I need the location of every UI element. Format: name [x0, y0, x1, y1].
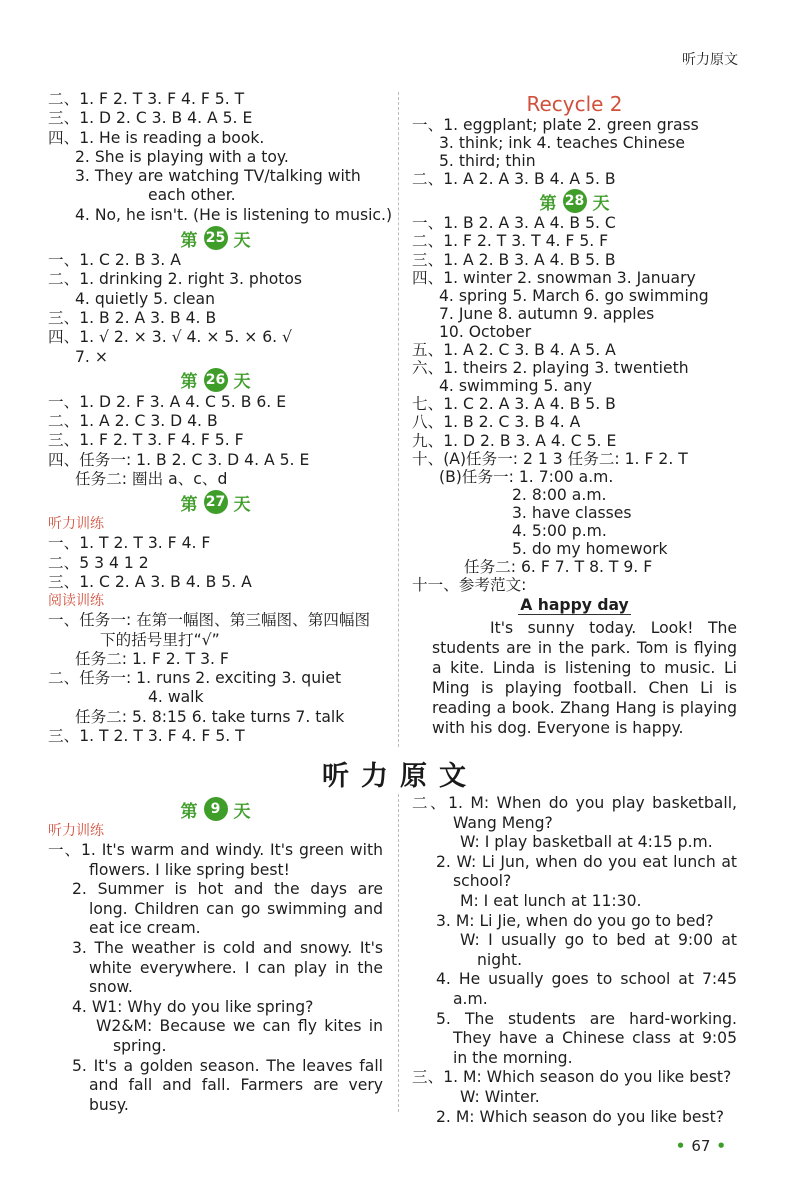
- transcript-left-column: [48, 796, 383, 1115]
- answer-line: 四、任务一: 1. B 2. C 3. D 4. A 5. E: [48, 450, 310, 469]
- section-label: 听力训练: [48, 516, 104, 533]
- transcript-items: [412, 794, 737, 1127]
- transcript-item: M: I eat lunch at 11:30.: [460, 891, 642, 910]
- answer-line: 一、1. B 2. A 3. A 4. B 5. C: [412, 214, 616, 233]
- answer-line: 二、任务一: 1. runs 2. exciting 3. quiet: [48, 669, 342, 688]
- answer-line: 三、1. C 2. A 3. B 4. B 5. A: [48, 572, 252, 591]
- section-label: 听力训练: [48, 823, 104, 839]
- answer-line: 4. swimming 5. any: [439, 377, 592, 396]
- answer-line: 二、1. F 2. T 3. F 4. F 5. T: [48, 90, 245, 108]
- answer-line: 二、1. A 2. C 3. D 4. B: [48, 412, 218, 431]
- answer-line: 下的括号里打“√”: [100, 630, 220, 649]
- answer-line: 八、1. B 2. C 3. B 4. A: [412, 413, 581, 432]
- transcript-item: W: I play basketball at 4:15 p.m.: [460, 833, 713, 852]
- answer-line: 10. October: [439, 322, 532, 341]
- listening-section-title: 听力原文: [322, 761, 478, 792]
- column-divider-bottom: [398, 794, 399, 1112]
- answer-line: 4. 5:00 p.m.: [512, 521, 607, 540]
- day-prefix: 第: [539, 193, 557, 214]
- answer-line: 4. walk: [148, 688, 204, 707]
- answer-line: 5. third; thin: [439, 152, 536, 171]
- section-label: 阅读训练: [48, 593, 104, 610]
- transcript-item: 三、1. M: Which season do you like best?: [412, 1068, 732, 1087]
- day-suffix: 天: [233, 372, 251, 393]
- answer-line: 二、5 3 4 1 2: [48, 553, 149, 572]
- answer-line: 三、1. B 2. A 3. B 4. B: [48, 308, 217, 327]
- answer-line: 2. 8:00 a.m.: [512, 485, 607, 504]
- day-heading: [48, 489, 383, 515]
- transcript-item: W: I usually go to bed at 9:00 at night.: [460, 931, 737, 969]
- answer-line: 二、1. F 2. T 3. T 4. F 5. F: [412, 232, 609, 251]
- answer-line: 4. quietly 5. clean: [75, 289, 215, 308]
- day-heading: [48, 796, 383, 822]
- page-number-text: 67: [691, 1137, 711, 1155]
- answer-line: 二、1. A 2. A 3. B 4. A 5. B: [412, 170, 616, 189]
- day-number-badge: 9: [204, 797, 228, 821]
- answer-line: 九、1. D 2. B 3. A 4. C 5. E: [412, 431, 617, 450]
- answer-line: 4. No, he isn't. (He is listening to music.): [75, 205, 393, 224]
- answer-line: 二、1. drinking 2. right 3. photos: [48, 270, 303, 289]
- answer-line: 三、1. A 2. B 3. A 4. B 5. B: [412, 250, 616, 269]
- transcript-item: 3. M: Li Jie, when do you go to bed?: [436, 911, 714, 930]
- day-suffix: 天: [233, 230, 251, 251]
- answer-line: 5. do my homework: [512, 540, 668, 559]
- transcript-item: 2. W: Li Jun, when do you eat lunch at school?: [436, 852, 737, 891]
- answer-line: 3. have classes: [512, 503, 632, 522]
- bullet-icon: •: [675, 1137, 686, 1155]
- answer-line: 任务二: 6. F 7. T 8. T 9. F: [464, 558, 653, 577]
- header-title: 听力原文: [682, 52, 738, 68]
- transcript-item: 4. He usually goes to school at 7:45 a.m.: [436, 970, 737, 1008]
- day-number-badge: 25: [204, 226, 228, 250]
- answer-line: 一、1. eggplant; plate 2. green grass: [412, 116, 699, 134]
- day-suffix: 天: [233, 494, 251, 515]
- day-number-badge: 26: [204, 368, 228, 392]
- day-heading: [412, 188, 737, 214]
- day-number-badge: 28: [563, 189, 587, 213]
- answer-line: 任务二: 5. 8:15 6. take turns 7. talk: [75, 707, 345, 726]
- answer-line: 三、1. T 2. T 3. F 4. F 5. T: [48, 727, 245, 746]
- transcript-right-column: [412, 794, 737, 1127]
- recycle-heading: Recycle 2: [526, 92, 623, 116]
- answer-line: 七、1. C 2. A 3. A 4. B 5. B: [412, 395, 616, 414]
- answer-line: 3. think; ink 4. teaches Chinese: [439, 134, 686, 153]
- answer-line: 一、1. T 2. T 3. F 4. F: [48, 534, 211, 553]
- transcript-item: 4. W1: Why do you like spring?: [72, 997, 314, 1016]
- answer-line: (B)任务一: 1. 7:00 a.m.: [439, 467, 614, 486]
- answer-line: 四、1. winter 2. snowman 3. January: [412, 268, 696, 287]
- day-prefix: 第: [180, 372, 198, 393]
- answer-line: 任务二: 圈出 a、c、d: [75, 470, 228, 489]
- bullet-icon: •: [716, 1137, 726, 1155]
- answer-line: 一、1. C 2. B 3. A: [48, 251, 181, 270]
- answers-left-column: [48, 90, 393, 746]
- day-prefix: 第: [180, 230, 198, 251]
- answer-line: 十一、参考范文:: [412, 576, 527, 595]
- answer-line: 五、1. A 2. C 3. B 4. A 5. A: [412, 341, 616, 360]
- transcript-item: 5. It's a golden season. The leaves fall and fall and fall. Farmers are very busy.: [72, 1056, 383, 1114]
- transcript-item: W2&M: Because we can fly kites in spring.: [96, 1017, 383, 1055]
- answer-line: 4. spring 5. March 6. go swimming: [439, 286, 709, 305]
- answer-line: 四、1. He is reading a book.: [48, 128, 265, 147]
- transcript-item: 3. The weather is cold and snowy. It's white everywhere. I can play in the snow.: [72, 938, 383, 997]
- transcript-item: 2. Summer is hot and the days are long. Children can go swimming and eat ice cream.: [72, 880, 383, 938]
- answer-line: 四、1. √ 2. × 3. √ 4. × 5. × 6. √: [48, 328, 292, 347]
- transcript-item: 一、1. It's warm and windy. It's green with flowers. I like spring best!: [48, 841, 383, 879]
- day-number-badge: 27: [204, 490, 228, 514]
- answer-line: 任务二: 1. F 2. T 3. F: [75, 649, 229, 668]
- answer-line: 一、1. D 2. F 3. A 4. C 5. B 6. E: [48, 392, 287, 411]
- answer-line: 三、1. D 2. C 3. B 4. A 5. E: [48, 109, 253, 128]
- transcript-items: [48, 841, 383, 1115]
- answers-right-column: [412, 92, 737, 738]
- day-suffix: 天: [592, 193, 610, 214]
- answer-line: 三、1. F 2. T 3. F 4. F 5. F: [48, 431, 244, 450]
- answer-line: 十、(A)任务一: 2 1 3 任务二: 1. F 2. T: [412, 449, 688, 468]
- answer-line: each other.: [148, 186, 236, 205]
- column-divider-top: [398, 92, 399, 747]
- day-suffix: 天: [233, 801, 251, 822]
- day-prefix: 第: [180, 494, 198, 515]
- transcript-item: 2. M: Which season do you like best?: [436, 1107, 725, 1126]
- answer-line: 7. ×: [75, 347, 108, 366]
- answer-line: 7. June 8. autumn 9. apples: [439, 304, 655, 323]
- answer-line: 3. They are watching TV/talking with: [75, 167, 361, 186]
- answer-line: 2. She is playing with a toy.: [75, 147, 289, 166]
- answer-line: 一、任务一: 在第一幅图、第三幅图、第四幅图: [48, 611, 371, 630]
- essay-body: It's sunny today. Look! The students are in the park. Tom is flying a kite. Linda is listening to music. Li Ming is playing football. Chen Li is reading a book. Zhang Hang is playing with his dog. Everyone is happy.: [432, 619, 737, 738]
- essay-title: [412, 594, 737, 616]
- transcript-item: 5. The students are hard-working. They have a Chinese class at 9:05 in the morning.: [436, 1009, 737, 1067]
- day-heading: [48, 367, 383, 393]
- day-heading: [48, 225, 383, 251]
- answer-line: 六、1. theirs 2. playing 3. twentieth: [412, 359, 689, 378]
- essay-title-text: A happy day: [520, 596, 629, 615]
- transcript-item: W: Winter.: [460, 1087, 540, 1106]
- transcript-item: 二、1. M: When do you play basketball, Wang Meng?: [412, 794, 737, 832]
- day-prefix: 第: [180, 801, 198, 822]
- page-number: [670, 1137, 732, 1155]
